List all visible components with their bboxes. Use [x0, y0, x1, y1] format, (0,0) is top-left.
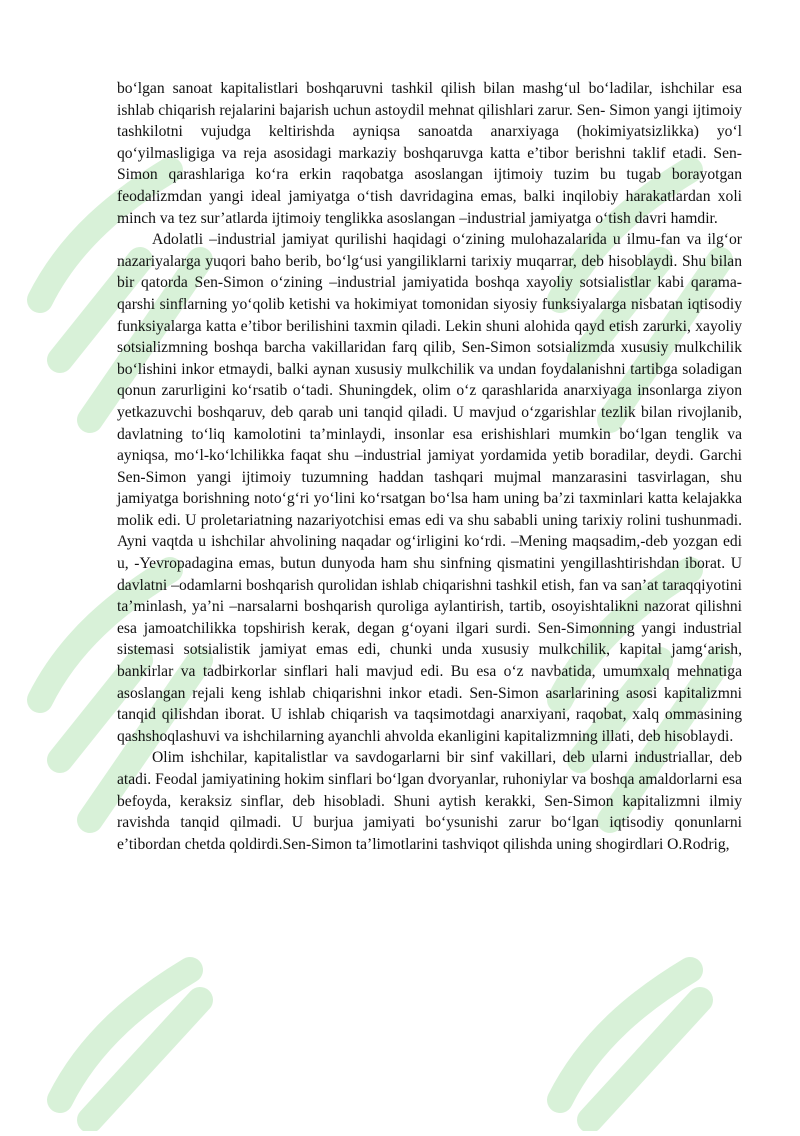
document-body: [117, 78, 742, 855]
watermark-stroke: [560, 970, 700, 1120]
paragraph: bo‘lgan sanoat kapitalistlari boshqaruvni tashkil qilish bilan mashg‘ul bo‘ladilar, ishchilar esa ishlab chiqarish rejalarini bajarish uchun astoydil mehnat qilishlari zarur. Sen- Simon yangi ijtimoiy tashkilotni vujudga keltirishda ayniqsa sanoatda anarxiyaga (hokimiyatsizlikka) yo‘l qo‘yilmasligiga va reja asosidagi markaziy boshqaruvga katta e’tibor berishni taklif etadi. Sen-Simon qarashlariga ko‘ra erkin raqobatga asoslangan ijtimoiy tuzim bu tugab borayotgan feodalizmdan yangi ideal jamiyatga o‘tish davridagina emas, balki inqilobiy harakatlardan xoli minch va tez sur’atlarda ijtimoiy tenglikka asoslangan –industrial jamiyatga o‘tish davri hamdir.: [117, 80, 742, 227]
watermark-stroke: [60, 970, 200, 1120]
paragraph: Adolatli –industrial jamiyat qurilishi haqidagi o‘zining mulohazalarida u ilmu-fan va ilg‘or nazariyalarga yuqori baho berib, bo‘lg‘usi yangiliklarni tarixiy muqarrar, deb hisoblaydi. Shu bilan bir qatorda Sen-Simon o‘zining –industrial jamiyatida boshqa xayoliy sotsialistlar kabi qarama-qarshi sinflarning yo‘qolib ketishi va hokimiyat tomonidan siyosiy funksiyalarga nisbatan iqtisodiy funksiyalarga katta e’tibor berilishini taxmin qiladi. Lekin shuni alohida qayd etish zarurki, xayoliy sotsializmning boshqa barcha vakillaridan farq qilib, Sen-Simon sotsializmda xususiy mulkchilik bo‘lishini inkor etmaydi, balki aynan xususiy mulkchilik va undan foydalanishni tartibga soladigan qonun zarurligini ko‘rsatib o‘tadi. Shuningdek, olim o‘z qarashlarida anarxiyaga insonlarga ziyon yetkazuvchi boshqaruv, deb qarab uni tanqid qiladi. U mavjud o‘zgarishlar tezlik bilan rivojlanib, davlatning to‘liq kamolotini ta’minlaydi, insonlar esa erishishlari mumkin bo‘lgan tenglik va ayniqsa, mo‘l-ko‘lchilikka faqat shu –industrial jamiyat yordamida yetib boradilar, deydi. Garchi Sen-Simon yangi ijtimoiy tuzumning haddan tashqari mujmal manzarasini tasvirlagan, shu jamiyatga borishning noto‘g‘ri yo‘lini ko‘rsatgan bo‘lsa ham uning ba’zi taxminlari katta kelajakka molik edi. U proletariatning nazariyotchisi emas edi va shu sababli uning tarixiy rolini tushunmadi. Ayni vaqtda u ishchilar ahvolining naqadar og‘irligini ko‘rdi. –Mening maqsadim,-deb yozgan edi u, -Yevropadagina emas, butun dunyoda ham shu sinfning qismatini yengillashtirishdan iborat. U davlatni –odamlarni boshqarish qurolidan ishlab chiqarishni tashkil etish, fan va san’at taraqqiyotini ta’minlash, ya’ni –narsalarni boshqarish quroliga aylantirish, tartib, osoyishtalikni nazorat qilishni esa jamoatchilikka topshirish kerak, degan g‘oyani ilgari surdi. Sen-Simonning yangi industrial sistemasi sotsialistik jamiyat emas edi, chunki unda xususiy mulkchilik, kapital jamg‘arish, bankirlar va tadbirkorlar sinflari hali mavjud edi. Bu esa o‘z navbatida, umumxalq mehnatiga asoslangan rejali keng ishlab chiqarishni inkor etadi. Sen-Simon asarlarining asosi kapitalizmni tanqid qilishdan iborat. U ishlab chiqarish va taqsimotdagi anarxiyani, raqobat, xalq ommasining qashshoqlashuvi va ishchilarning ayanchli ahvolda ekanligini kapitalizmning illati, deb hisoblaydi.: [117, 231, 742, 745]
paragraph: Olim ishchilar, kapitalistlar va savdogarlarni bir sinf vakillari, deb ularni industriallar, deb atadi. Feodal jamiyatining hokim sinflari bo‘lgan dvoryanlar, ruhoniylar va boshqa amaldorlarni esa befoyda, keraksiz sinflar, deb hisobladi. Shuni aytish kerakki, Sen-Simon kapitalizmni ilmiy ravishda tanqid qilmadi. U burjua jamiyati bo‘ysunishi zarur bo‘lgan iqtisodiy qonunlarni e’tibordan chetda qoldirdi.Sen-Simon ta’limotlarini tashviqot qilishda uning shogirdlari O.Rodrig,: [117, 749, 742, 853]
